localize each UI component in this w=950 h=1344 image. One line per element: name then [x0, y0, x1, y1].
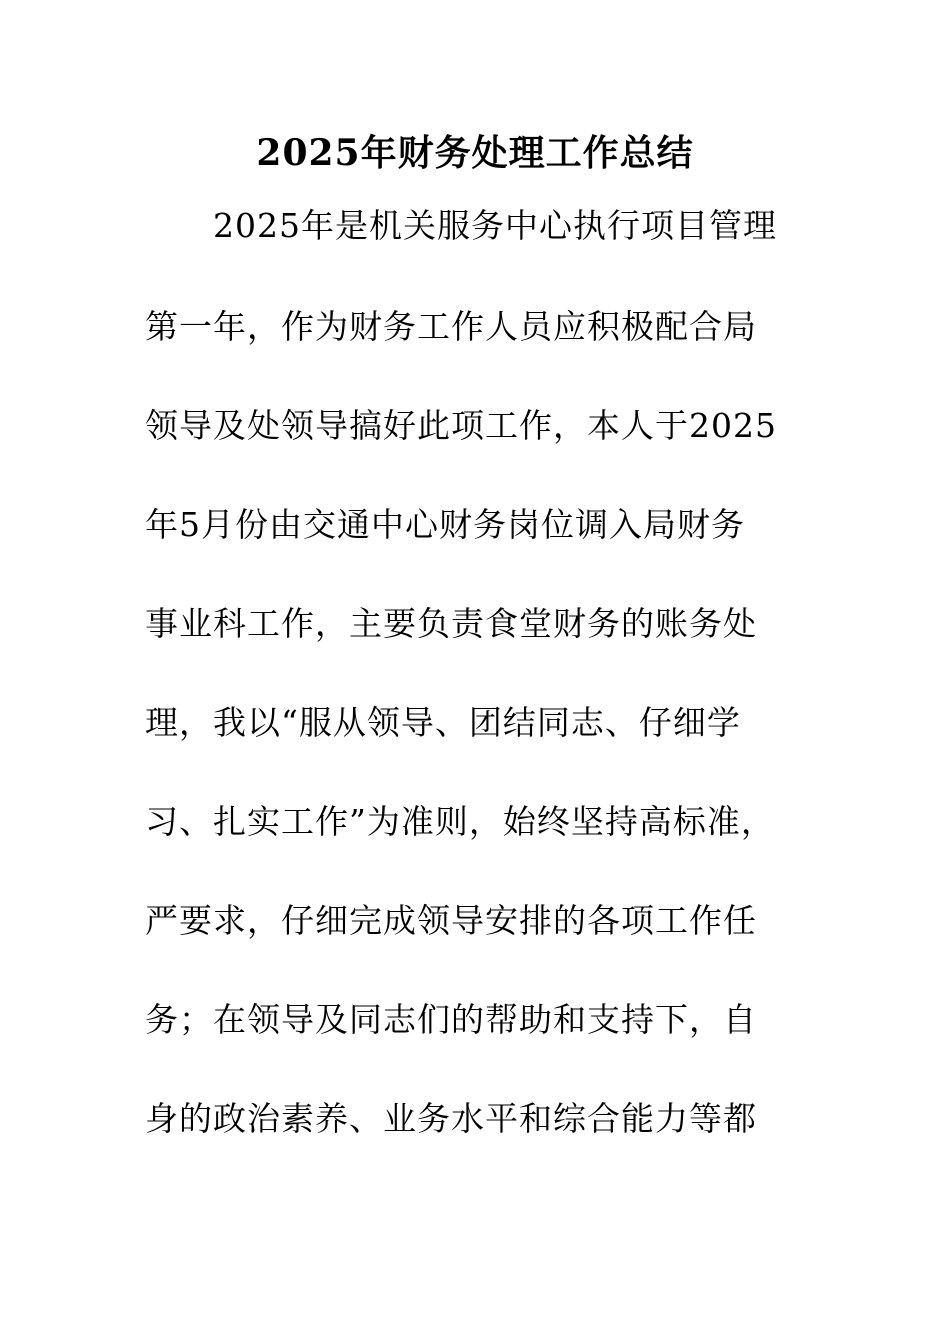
body-line-3: 领导及处领导搞好此项工作，本人于2025 [145, 406, 777, 445]
body-line-10: 身的政治素养、业务水平和综合能力等都 [145, 1099, 757, 1138]
body-line-9: 务；在领导及同志们的帮助和支持下，自 [145, 1000, 757, 1039]
body-line-4: 年5月份由交通中心财务岗位调入局财务 [145, 505, 745, 544]
body-line-2: 第一年，作为财务工作人员应积极配合局 [145, 307, 757, 346]
body-line-8: 严要求，仔细完成领导安排的各项工作任 [145, 901, 757, 940]
body-line-5: 事业科工作，主要负责食堂财务的账务处 [145, 604, 757, 643]
body-line-7: 习、扎实工作”为准则，始终坚持高标准， [145, 802, 775, 841]
body-line-1: 2025年是机关服务中心执行项目管理 [213, 206, 777, 245]
document-title: 2025年财务处理工作总结 [256, 132, 694, 174]
body-line-6: 理，我以“服从领导、团结同志、仔细学 [145, 703, 741, 742]
